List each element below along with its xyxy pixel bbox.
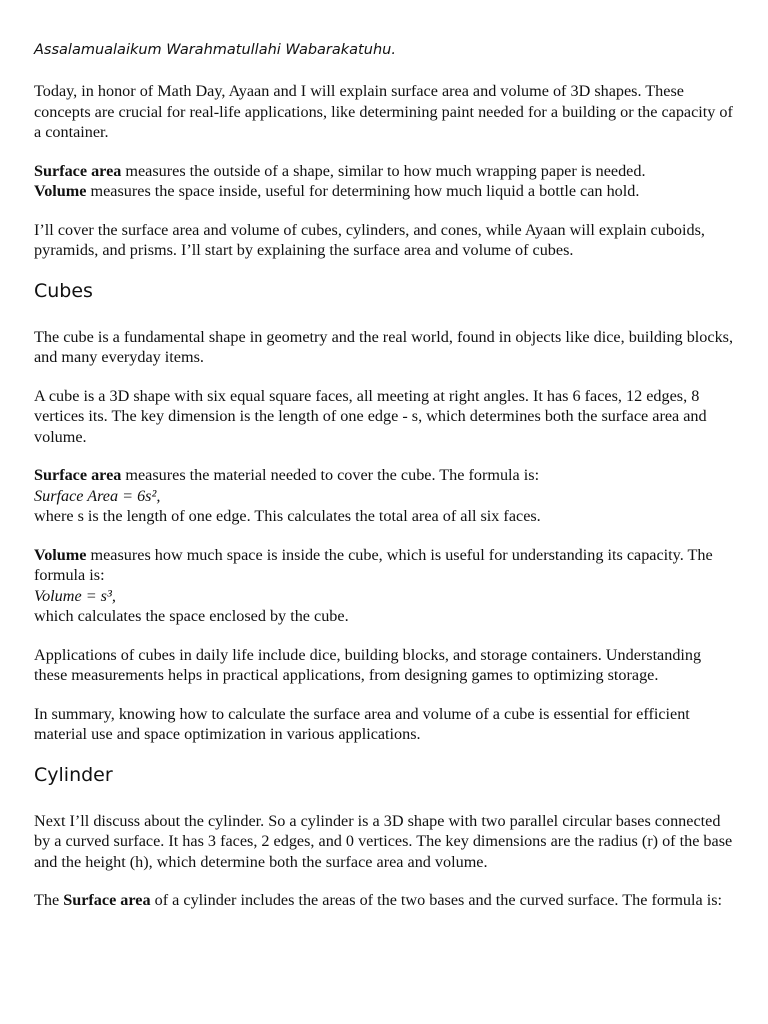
document-page [34,40,736,929]
cube-volume-text: measures how much space is inside the cube, which is useful for understanding its capacity. The formula is: [34,545,713,584]
surface-area-definition-text: measures the outside of a shape, similar to how much wrapping paper is needed. [121,161,646,180]
cube-volume-paragraph [34,545,736,627]
cubes-definition-paragraph: A cube is a 3D shape with six equal square faces, all meeting at right angles. It has 6 faces, 12 edges, 8 vertices its. The key dimension is the length of one edge - s, which determines both the surface area and volume. [34,386,707,446]
cube-surface-area-text: measures the material needed to cover the cube. The formula is: [121,466,540,484]
cylinder-heading: Cylinder [34,763,113,786]
surface-area-definition [34,161,736,182]
volume-term: Volume [34,182,87,200]
intro-paragraph: Today, in honor of Math Day, Ayaan and I will explain surface area and volume of 3D shapes. These concepts are crucial for real-life applications, like determining paint needed for a building or the capacity of a container. [34,82,733,141]
cylinder-surface-area-text: of a cylinder includes the areas of the two bases and the curved surface. The formula is: [150,891,723,909]
cubes-intro-paragraph: The cube is a fundamental shape in geometry and the real world, found in objects like dice, building blocks, and many everyday items. [34,327,734,366]
volume-definition-text: measures the space inside, useful for determining how much liquid a bottle can hold. [86,182,640,200]
cube-volume-term: Volume [34,545,87,564]
cylinder-intro-paragraph: Next I’ll discuss about the cylinder. So a cylinder is a 3D shape with two parallel circular bases connected by a curved surface. It has 3 faces, 2 edges, and 0 vertices. The key dimensions are the radius (r) of the base and the height (h), which determine both the surface area and volume. [34,811,733,871]
cube-volume-formula: Volume = s³, [34,586,116,605]
cylinder-surface-area-prefix: The [34,891,64,909]
volume-definition [34,181,736,202]
cube-surface-area-paragraph [34,465,736,527]
cubes-heading: Cubes [34,279,93,302]
cube-summary-paragraph: In summary, knowing how to calculate the surface area and volume of a cube is essential for efficient material use and space optimization in various applications. [34,704,690,743]
cube-surface-area-explanation: where s is the length of one edge. This calculates the total area of all six faces. [34,507,541,525]
cube-surface-area-term: Surface area [34,466,122,484]
greeting: Assalamualaikum Warahmatullahi Wabarakatuhu. [34,42,396,58]
cube-applications-paragraph: Applications of cubes in daily life include dice, building blocks, and storage containers. Understanding these measurements helps in practical applications, from designing games to optimizing storage. [34,645,702,684]
cylinder-surface-area-term: Surface area [63,891,151,909]
cylinder-surface-area-paragraph [34,890,736,911]
definitions-paragraph [34,161,736,202]
plan-paragraph: I’ll cover the surface area and volume of cubes, cylinders, and cones, while Ayaan will explain cuboids, pyramids, and prisms. I’ll start by explaining the surface area and volume of cubes. [34,220,705,259]
surface-area-term: Surface area [34,161,122,180]
cube-surface-area-formula: Surface Area = 6s², [34,486,161,505]
cube-volume-explanation: which calculates the space enclosed by the cube. [34,607,349,625]
